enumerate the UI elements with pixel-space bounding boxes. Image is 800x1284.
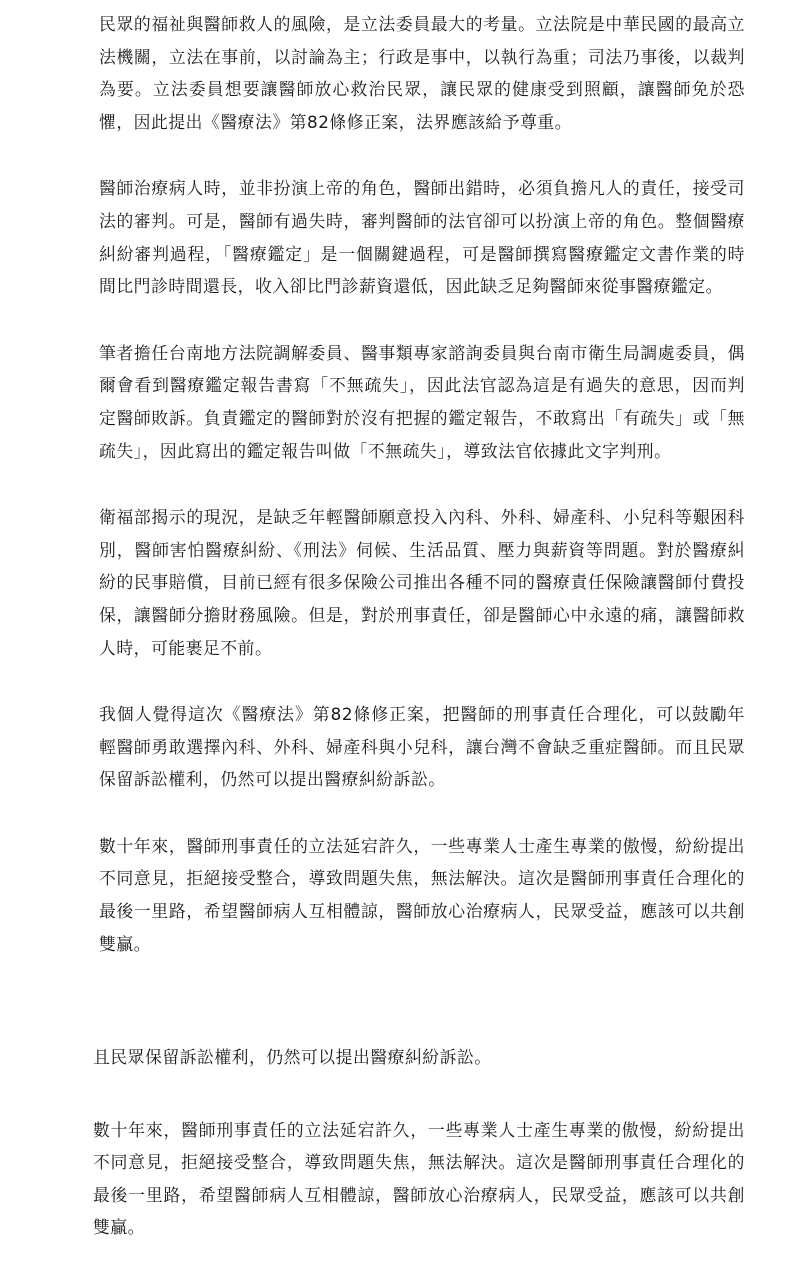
article-paragraph: 筆者擔任台南地方法院調解委員、醫事類專家諮詢委員與台南市衛生局調處委員，偶爾會看到醫療鑑定報告書寫「不無疏失」，因此法官認為這是有過失的意思，因而判定醫師敗訴。負責鑑定的醫師對於沒有把握的鑑定報告，不敢寫出「有疏失」或「無疏失」，因此寫出的鑑定報告叫做「不無疏失」，導致法官依據此文字判刑。: [99, 342, 745, 461]
article-paragraph: 醫師治療病人時，並非扮演上帝的角色，醫師出錯時，必須負擔凡人的責任，接受司法的審判。可是，醫師有過失時，審判醫師的法官卻可以扮演上帝的角色。整個醫療糾紛審判過程，「醫療鑑定」是一個關鍵過程，可是醫師撰寫醫療鑑定文書作業的時間比門診時間還長，收入卻比門診薪資還低，因此缺乏足夠醫師來從事醫療鑑定。: [99, 178, 745, 297]
article-body: [99, 8, 745, 994]
excerpt-paragraph: 數十年來，醫師刑事責任的立法延宕許久，一些專業人士產生專業的傲慢，紛紛提出不同意見，拒絕接受整合，導致問題失焦，無法解決。這次是醫師刑事責任合理化的最後一里路，希望醫師病人互相體諒，醫師放心治療病人，民眾受益，應該可以共創雙贏。: [93, 1119, 745, 1238]
excerpt-paragraph: 且民眾保留訴訟權利，仍然可以提出醫療糾紛訴訟。: [93, 1047, 492, 1067]
article-paragraph: 民眾的福祉與醫師救人的風險，是立法委員最大的考量。立法院是中華民國的最高立法機關，立法在事前，以討論為主；行政是事中，以執行為重；司法乃事後，以裁判為要。立法委員想要讓醫師放心救治民眾，讓民眾的健康受到照顧，讓醫師免於恐懼，因此提出《醫療法》第82條修正案，法界應該給予尊重。: [99, 14, 745, 132]
repeated-article-excerpt: [93, 1041, 745, 1284]
article-paragraph: 我個人覺得這次《醫療法》第82條修正案，把醫師的刑事責任合理化，可以鼓勵年輕醫師勇敢選擇內科、外科、婦產科與小兒科，讓台灣不會缺乏重症醫師。而且民眾保留訴訟權利，仍然可以提出醫療糾紛訴訟。: [99, 704, 745, 790]
article-paragraph: 衛福部揭示的現況，是缺乏年輕醫師願意投入內科、外科、婦產科、小兒科等艱困科別，醫師害怕醫療糾紛、《刑法》伺候、生活品質、壓力與薪資等問題。對於醫療糾紛的民事賠償，目前已經有很多保險公司推出各種不同的醫療責任保險讓醫師付費投保，讓醫師分擔財務風險。但是，對於刑事責任，卻是醫師心中永遠的痛，讓醫師救人時，可能裹足不前。: [99, 507, 745, 658]
article-paragraph: 數十年來，醫師刑事責任的立法延宕許久，一些專業人士產生專業的傲慢，紛紛提出不同意見，拒絕接受整合，導致問題失焦，無法解決。這次是醫師刑事責任合理化的最後一里路，希望醫師病人互相體諒，醫師放心治療病人，民眾受益，應該可以共創雙贏。: [99, 835, 745, 954]
